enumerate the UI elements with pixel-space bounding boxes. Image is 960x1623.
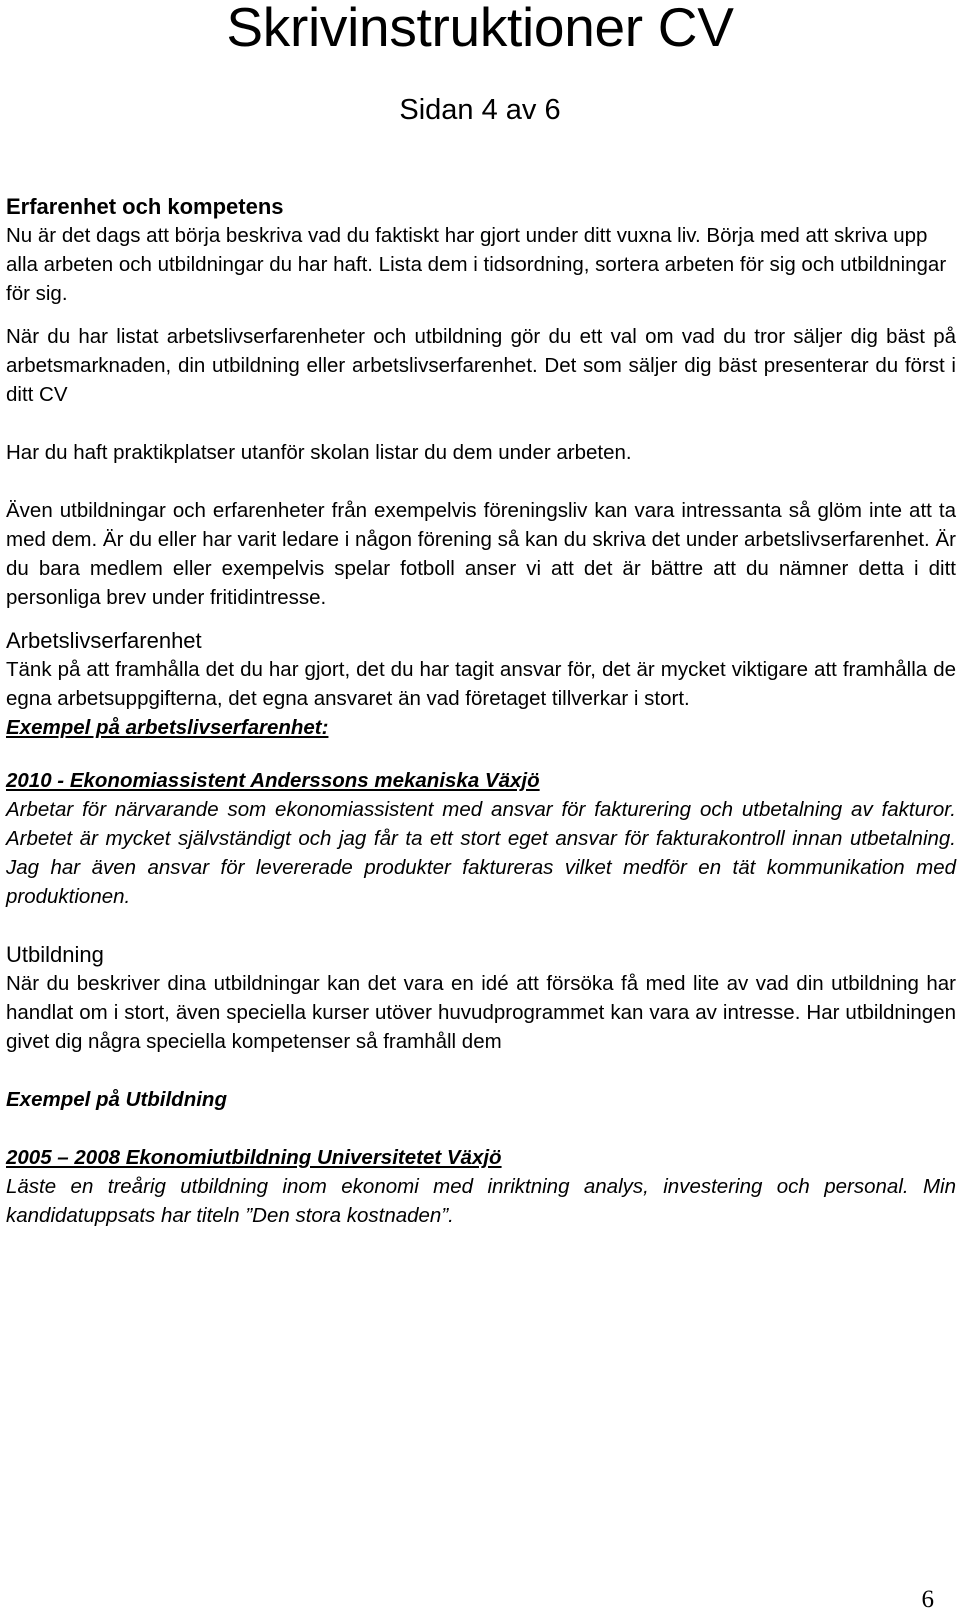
- education-example-text: Läste en treårig utbildning inom ekonomi med inriktning analys, investering och personal. Min kandidatuppsats har titeln ”Den stora kostnaden”.: [6, 1175, 956, 1227]
- paragraph-intro: Nu är det dags att börja beskriva vad du faktiskt har gjort under ditt vuxna liv. Börja med att skriva upp alla arbeten och utbildningar du har haft. Lista dem i tidsordning, sortera arbeten för sig och utbildningar för sig.: [6, 224, 947, 305]
- education-example-title: 2005 – 2008 Ekonomiutbildning Universitetet Växjö: [6, 1146, 502, 1169]
- heading-experience-competence: Erfarenhet och kompetens: [6, 194, 284, 219]
- heading-education: Utbildning: [6, 942, 104, 967]
- paragraph-education: När du beskriver dina utbildningar kan det vara en idé att försöka få med lite av vad din utbildning har handlat om i stort, även speciella kurser utöver huvudprogrammet kan vara av intresse. Har utbildningen givet dig några speciella kompetenser så framhåll dem: [6, 972, 956, 1053]
- paragraph-associations: Även utbildningar och erfarenheter från exempelvis föreningsliv kan vara intressanta så glöm inte att ta med dem. Är du eller har varit ledare i någon förening så kan du skriva det under arbetslivserfarenhet. Är du bara medlem eller exempelvis spelar fotboll anser vi att det är bättre att du nämner detta i ditt personliga brev under fritidintresse.: [6, 499, 956, 609]
- page-indicator: Sidan 4 av 6: [399, 94, 561, 126]
- heading-work-experience: Arbetslivserfarenhet: [6, 628, 202, 653]
- document-title: Skrivinstruktioner CV: [226, 0, 734, 58]
- education-example-label: Exempel på Utbildning: [6, 1088, 227, 1111]
- work-example-label: Exempel på arbetslivserfarenhet:: [6, 716, 329, 739]
- work-example-title: 2010 - Ekonomiassistent Anderssons mekaniska Växjö: [6, 769, 540, 792]
- work-example-text: Arbetar för närvarande som ekonomiassistent med ansvar för fakturering och utbetalning av fakturor. Arbetet är mycket självständigt och jag får ta ett stort eget ansvar för fakturakontroll innan utbetalning. Jag har även ansvar för levererade produkter faktureras vilket medför en tät kommunikation med produktionen.: [6, 798, 956, 908]
- paragraph-internships: Har du haft praktikplatser utanför skolan listar du dem under arbeten.: [6, 441, 632, 464]
- footer-page-number: 6: [921, 1586, 934, 1613]
- paragraph-work-experience: Tänk på att framhålla det du har gjort, det du har tagit ansvar för, det är mycket viktigare att framhålla de egna arbetsuppgifterna, det egna ansvaret än vad företaget tillverkar i stort.: [6, 658, 956, 710]
- paragraph-choose-order: När du har listat arbetslivserfarenheter och utbildning gör du ett val om vad du tror säljer dig bäst på arbetsmarknaden, din utbildning eller arbetslivserfarenhet. Det som säljer dig bäst presenterar du först i ditt CV: [6, 325, 956, 406]
- document-body: [6, 192, 956, 1230]
